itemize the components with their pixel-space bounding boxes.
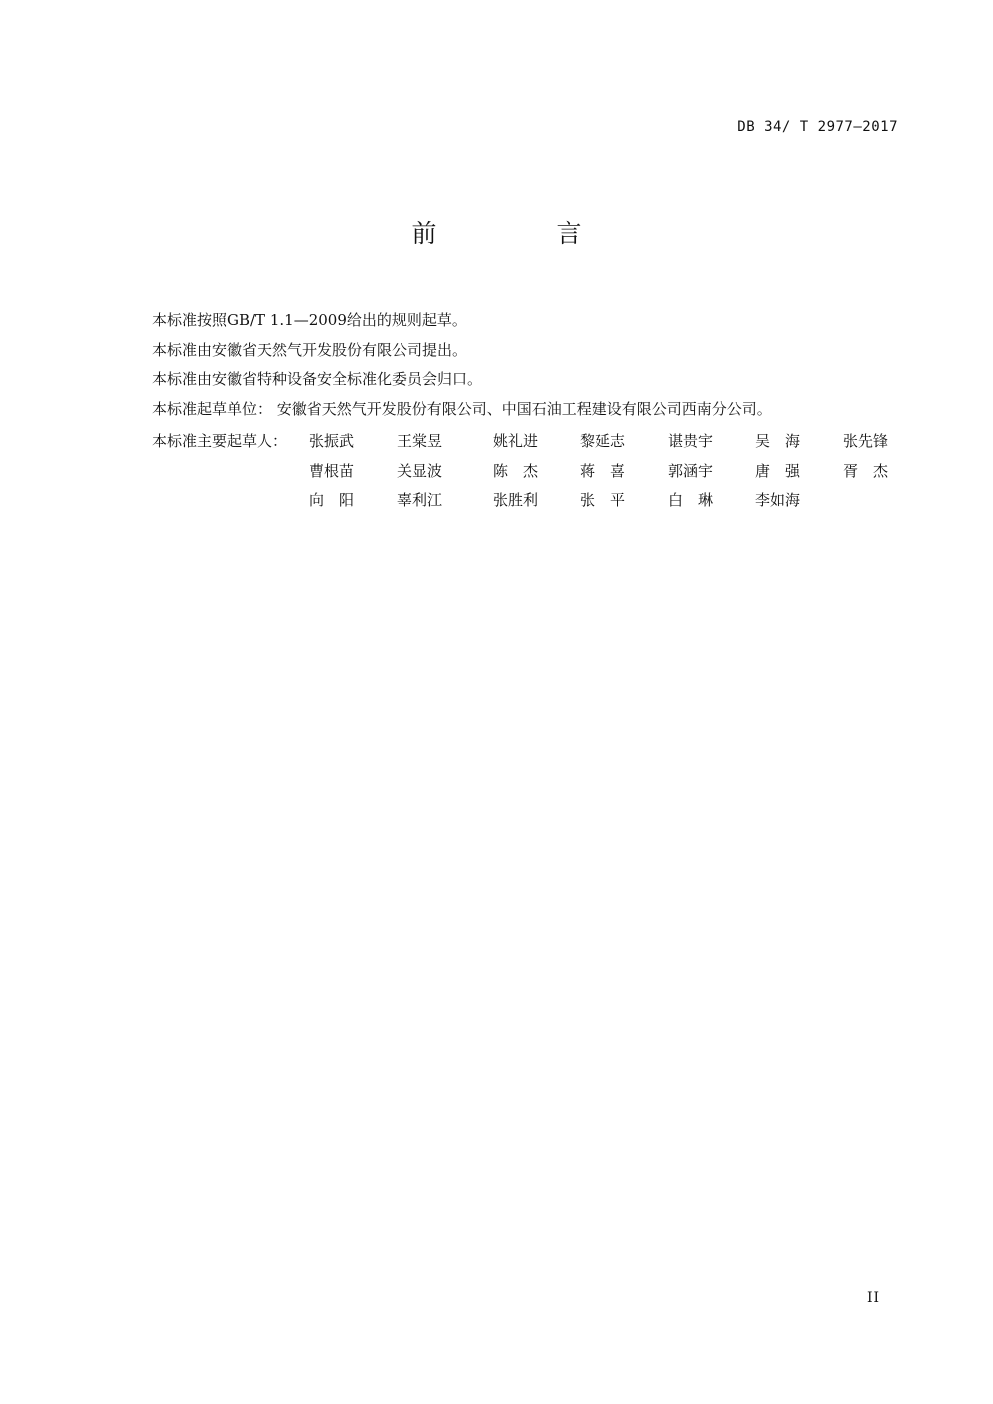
- drafters-label: 本标准主要起草人：: [152, 432, 288, 450]
- drafter-name: 吴 海: [755, 432, 801, 450]
- drafter-name: 张胜利: [493, 491, 539, 509]
- drafter-row: [309, 486, 897, 516]
- drafter-name: 张先锋: [843, 432, 889, 450]
- drafter-name: 向 阳: [309, 491, 355, 509]
- page-title: 前 言: [411, 219, 638, 248]
- drafter-name: 谌贵宇: [668, 432, 714, 450]
- drafter-name: 关显波: [397, 461, 443, 480]
- drafter-name: 郭涵宇: [668, 461, 714, 480]
- paragraph-proposer: 本标准由安徽省天然气开发股份有限公司提出。: [152, 340, 468, 359]
- drafter-name: 唐 强: [755, 461, 801, 480]
- paragraph-drafting-units: 本标准起草单位： 安徽省天然气开发股份有限公司、中国石油工程建设有限公司西南分公司。: [152, 399, 772, 418]
- paragraph-administrator: 本标准由安徽省特种设备安全标准化委员会归口。: [152, 370, 483, 388]
- drafter-name: 黎延志: [580, 432, 626, 450]
- drafter-name: 李如海: [755, 491, 801, 509]
- paragraph-drafting-rules: 本标准按照GB/T 1.1—2009给出的规则起草。: [152, 311, 467, 329]
- page-number: II: [866, 1290, 880, 1306]
- drafter-name: 张 平: [580, 491, 626, 509]
- drafter-name: 白 琳: [668, 491, 714, 509]
- standard-code: DB 34/ T 2977—2017: [737, 119, 898, 135]
- drafter-name: 曹根苗: [309, 461, 355, 480]
- drafter-name: 陈 杰: [493, 461, 539, 480]
- foreword-body: [152, 306, 897, 424]
- drafter-name: 辜利江: [397, 491, 443, 509]
- drafter-row: [309, 427, 897, 457]
- drafter-name: 姚礼进: [493, 432, 539, 450]
- drafter-row: [309, 457, 897, 487]
- drafter-name: 蒋 喜: [580, 461, 626, 480]
- drafter-name: 张振武: [309, 432, 355, 450]
- drafter-name: 胥 杰: [843, 461, 889, 480]
- drafter-name: 王棠昱: [397, 432, 443, 450]
